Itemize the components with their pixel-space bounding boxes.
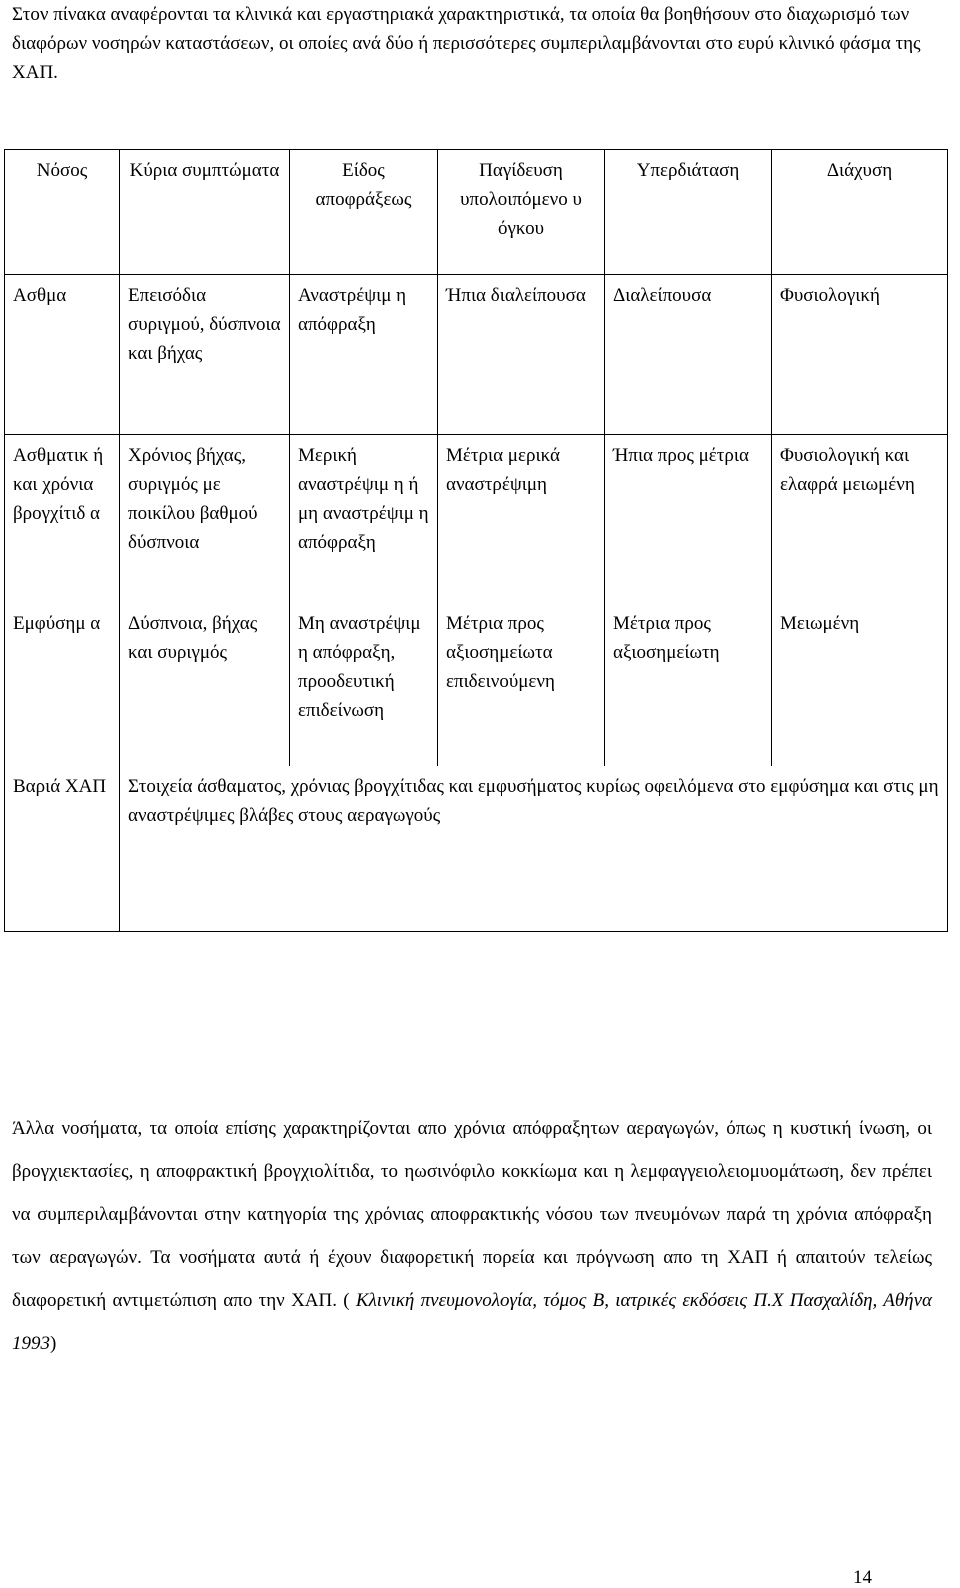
table-cell: Χρόνιος βήχας, συριγμός με ποικίλου βαθμού δύσπνοια — [120, 435, 290, 604]
table-cell: Φυσιολογική και ελαφρά μειωμένη — [772, 435, 948, 604]
body-paragraph — [12, 1107, 932, 1365]
differential-table — [4, 149, 948, 932]
table-cell: Ασθματικ ή και χρόνια βρογχίτιδ α — [5, 435, 120, 604]
table-row — [5, 435, 948, 604]
body-text: Άλλα νοσήματα, τα οποία επίσης χαρακτηρίζονται απο χρόνια απόφραξητων αεραγωγών, όπως η κυστική ίνωση, οι βρογχιεκτασίες, η αποφρακτική βρογχιολίτιδα, το ηωσινόφιλο κοκκίωμα και η λεμφαγγειολειομυομάτωση, δεν πρέπει να συμπεριλαμβάνονται στην κατηγορία της χρόνιας αποφρακτικής νόσου των πνευμόνων παρά τη χρόνια απόφραξη των αεραγωγών. Τα νοσήματα αυτά ή έχουν διαφορετική πορεία και πρόγνωση απο τη ΧΑΠ ή απαιτούν τελείως διαφορετική αντιμετώπιση απο την ΧΑΠ. ( — [12, 1118, 932, 1311]
table-cell: Εμφύσημ α — [5, 603, 120, 766]
citation-close: ) — [50, 1333, 57, 1354]
table-cell: Ήπια διαλείπουσα — [438, 275, 605, 435]
table-cell: Μέτρια προς αξιοσημείωτη — [605, 603, 772, 766]
table-cell-merged: Στοιχεία άσθαματος, χρόνιας βρογχίτιδας και εμφυσήματος κυρίως οφειλόμενα στο εμφύσημα και στις μη αναστρέψιμες βλάβες στους αεραγωγούς — [120, 766, 948, 932]
table-cell: Μερική αναστρέψιμ η ή μη αναστρέψιμ η απόφραξη — [290, 435, 438, 604]
table-cell: Ασθμα — [5, 275, 120, 435]
citation: Κλινική πνευμονολογία, τόμος Β, ιατρικές εκδόσεις Π.Χ Πασχαλίδη, Αθήνα 1993 — [12, 1290, 933, 1354]
table-row — [5, 275, 948, 435]
table-header-row — [5, 150, 948, 275]
header-cell: Διάχυση — [772, 150, 948, 275]
table-row — [5, 766, 948, 932]
table-cell: Διαλείπουσα — [605, 275, 772, 435]
table-cell: Μέτρια προς αξιοσημείωτα επιδεινούμενη — [438, 603, 605, 766]
table-cell: Δύσπνοια, βήχας και συριγμός — [120, 603, 290, 766]
header-cell: Νόσος — [5, 150, 120, 275]
table-cell: Μη αναστρέψιμ η απόφραξη, προοδευτική επιδείνωση — [290, 603, 438, 766]
table-cell: Επεισόδια συριγμού, δύσπνοια και βήχας — [120, 275, 290, 435]
table-cell: Ήπια προς μέτρια — [605, 435, 772, 604]
header-cell: Παγίδευση υπολοιπόμενο υ όγκου — [438, 150, 605, 275]
table-row — [5, 603, 948, 766]
table-cell: Μέτρια μερικά αναστρέψιμη — [438, 435, 605, 604]
header-cell: Είδος αποφράξεως — [290, 150, 438, 275]
table-cell: Αναστρέψιμ η απόφραξη — [290, 275, 438, 435]
table-cell: Μειωμένη — [772, 603, 948, 766]
intro-paragraph — [12, 0, 942, 87]
table-cell: Βαριά ΧΑΠ — [5, 766, 120, 932]
page-number: 14 — [853, 1567, 872, 1588]
header-cell: Κύρια συμπτώματα — [120, 150, 290, 275]
table-cell: Φυσιολογική — [772, 275, 948, 435]
header-cell: Υπερδιάταση — [605, 150, 772, 275]
intro-text: Στον πίνακα αναφέρονται τα κλινικά και εργαστηριακά χαρακτηριστικά, τα οποία θα βοηθήσουν στο διαχωρισμό των διαφόρων νοσηρών καταστάσεων, οι οποίες ανά δύο ή περισσότερες συμπεριλαμβάνονται στο ευρύ κλινικό φάσμα της ΧΑΠ. — [12, 4, 921, 83]
